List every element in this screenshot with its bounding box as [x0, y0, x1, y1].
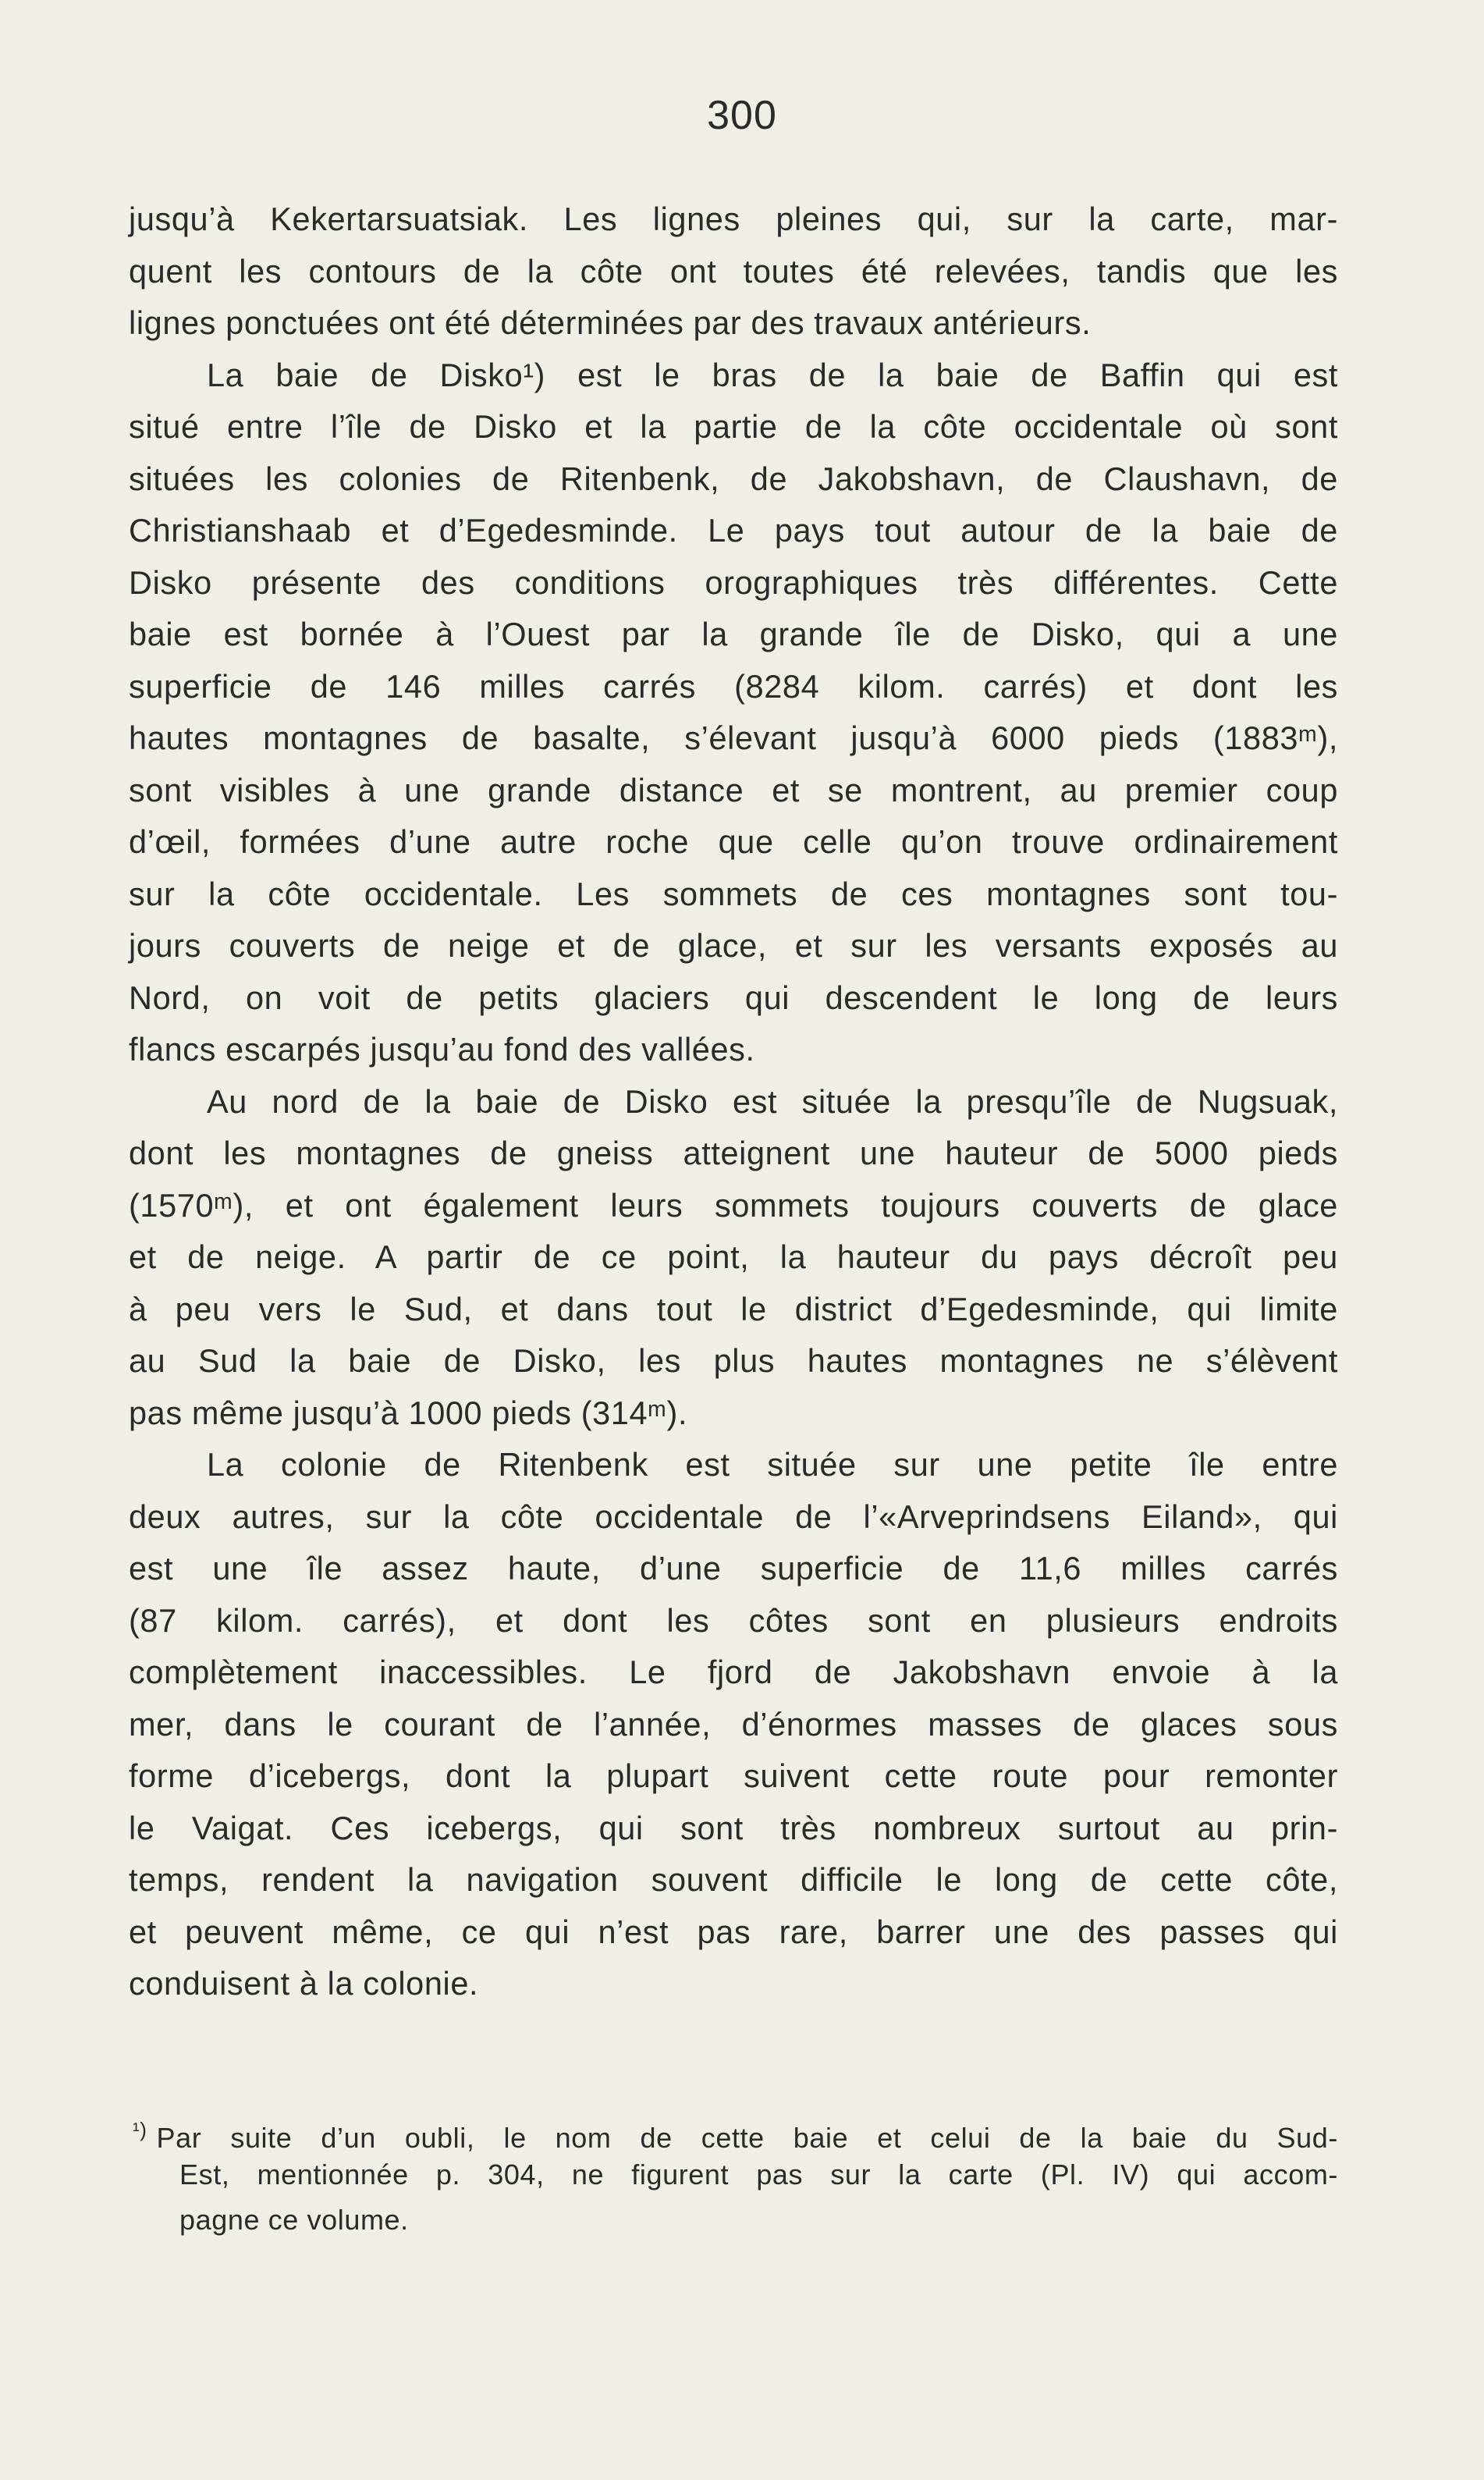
footnote-line: Est, mentionnée p. 304, ne figurent pas sur la carte (Pl. IV) qui accom-	[179, 2158, 1338, 2190]
page-number: 300	[707, 93, 777, 138]
footnote-line: pagne ce volume.	[179, 2204, 409, 2236]
text-line: à peu vers le Sud, et dans tout le district d’Egedesminde, qui limite	[129, 1290, 1338, 1327]
text-line: sur la côte occidentale. Les sommets de ces montagnes sont tou-	[129, 875, 1338, 912]
paragraph-disko-bay	[129, 350, 1338, 1076]
text-line: et de neige. A partir de ce point, la hauteur du pays décroît peu	[129, 1238, 1338, 1275]
text-line: Nord, on voit de petits glaciers qui descendent le long de leurs	[129, 979, 1338, 1016]
text-line: mer, dans le courant de l’année, d’énormes masses de glaces sous	[129, 1705, 1338, 1743]
paragraph-survey-lines	[129, 194, 1338, 350]
text-line: deux autres, sur la côte occidentale de l’«Arveprindsens Eiland», qui	[129, 1498, 1338, 1535]
footnote	[133, 2107, 1338, 2243]
text-line: pas même jusqu’à 1000 pieds (314ᵐ).	[129, 1394, 688, 1431]
footnote-line	[133, 2107, 1338, 2152]
text-line: situées les colonies de Ritenbenk, de Jakobshavn, de Claushavn, de	[129, 460, 1338, 497]
text-line: (1570ᵐ), et ont également leurs sommets toujours couverts de glace	[129, 1186, 1338, 1224]
text-line: superficie de 146 milles carrés (8284 kilom. carrés) et dont les	[129, 667, 1338, 705]
text-line: Christianshaab et d’Egedesminde. Le pays tout autour de la baie de	[129, 512, 1338, 549]
text-line: La colonie de Ritenbenk est située sur une petite île entre	[207, 1446, 1338, 1483]
text-line: jusqu’à Kekertarsuatsiak. Les lignes pleines qui, sur la carte, mar-	[129, 201, 1338, 237]
text-line: temps, rendent la navigation souvent difficile le long de cette côte,	[129, 1861, 1338, 1898]
text-line: conduisent à la colonie.	[129, 1965, 479, 2002]
text-line: au Sud la baie de Disko, les plus hautes montagnes ne s’élèvent	[129, 1342, 1338, 1379]
text-line: lignes ponctuées ont été déterminées par des travaux antérieurs.	[129, 304, 1092, 341]
text-line: hautes montagnes de basalte, s’élevant jusqu’à 6000 pieds (1883ᵐ),	[129, 719, 1338, 756]
text-line: dont les montagnes de gneiss atteignent une hauteur de 5000 pieds	[129, 1135, 1338, 1171]
text-line: baie est bornée à l’Ouest par la grande île de Disko, qui a une	[129, 616, 1338, 652]
text-line: Au nord de la baie de Disko est située la presqu’île de Nugsuak,	[207, 1082, 1338, 1120]
text-line: forme d’icebergs, dont la plupart suivent cette route pour remonter	[129, 1757, 1338, 1794]
text-line: est une île assez haute, d’une superficie de 11,6 milles carrés	[129, 1550, 1338, 1586]
text-line: d’œil, formées d’une autre roche que celle qu’on trouve ordinairement	[129, 823, 1338, 860]
text-line: La baie de Disko¹) est le bras de la baie de Baffin qui est	[207, 356, 1338, 393]
text-line: et peuvent même, ce qui n’est pas rare, barrer une des passes qui	[129, 1913, 1338, 1950]
paragraph-nugsuak	[129, 1076, 1338, 1440]
footnote-marker: ¹)	[133, 2118, 147, 2141]
text-line: complètement inaccessibles. Le fjord de Jakobshavn envoie à la	[129, 1654, 1338, 1690]
text-line: quent les contours de la côte ont toutes été relevées, tandis que les	[129, 252, 1338, 290]
text-line: situé entre l’île de Disko et la partie de la côte occidentale où sont	[129, 408, 1338, 445]
footnote-text: Par suite d’un oubli, le nom de cette baie et celui de la baie du Sud-	[156, 2122, 1338, 2154]
text-line: flancs escarpés jusqu’au fond des vallées.	[129, 1031, 755, 1068]
text-line: Disko présente des conditions orographiques très différentes. Cette	[129, 563, 1338, 601]
text-line: jours couverts de neige et de glace, et sur les versants exposés au	[129, 927, 1338, 964]
text-line: le Vaigat. Ces icebergs, qui sont très nombreux surtout au prin-	[129, 1809, 1338, 1846]
body-text	[129, 194, 1338, 2010]
text-line: (87 kilom. carrés), et dont les côtes sont en plusieurs endroits	[129, 1601, 1338, 1639]
paragraph-ritenbenk	[129, 1439, 1338, 2010]
text-line: sont visibles à une grande distance et se montrent, au premier coup	[129, 771, 1338, 808]
